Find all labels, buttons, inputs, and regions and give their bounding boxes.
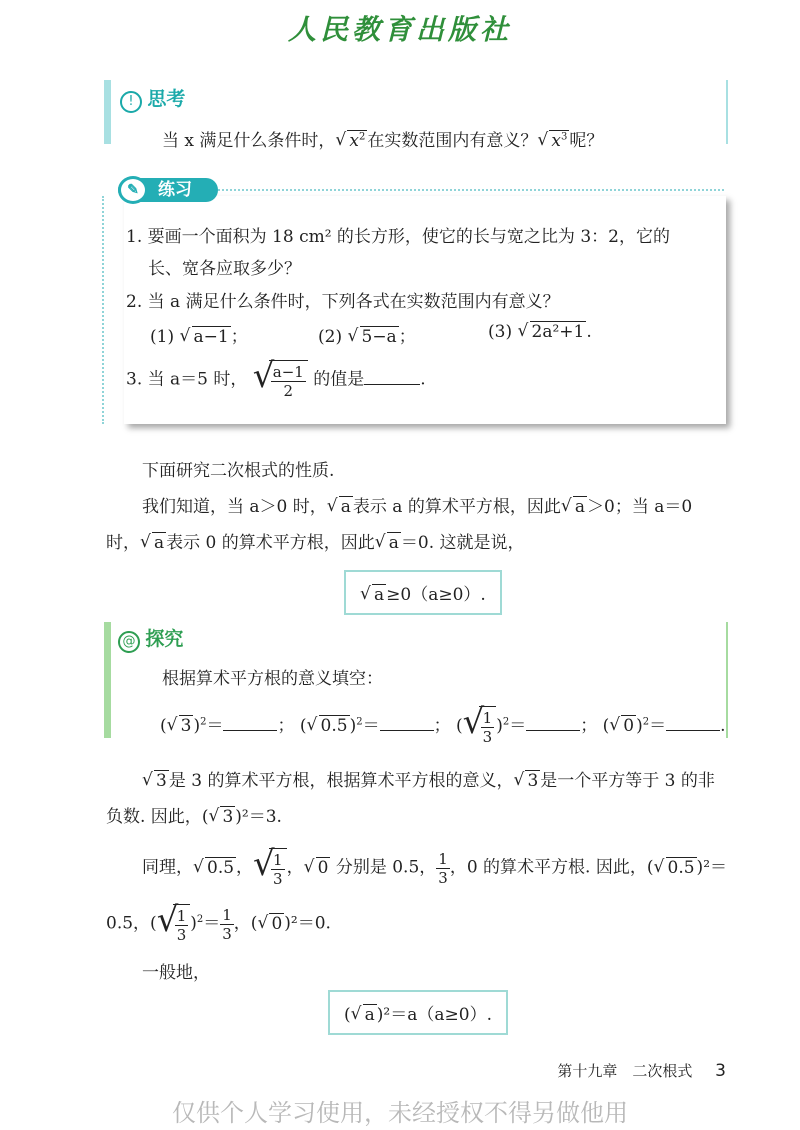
sqrt-x3: √ $x^3$ [537,131,569,151]
practice-q2-item-3: (3) √ 2a²+1 . [488,322,592,342]
practice-q1-line1: 1. 要画一个面积为 18 cm² 的长方形，使它的长与宽之比为 3：2，它的 [126,227,670,247]
explore-item-1: (√ 3 )$^2$＝ ； [160,716,294,736]
practice-left-border [102,196,104,424]
practice-q2: 2. 当 a 满足什么条件时，下列各式在实数范围内有意义？ [126,292,560,312]
explore-blank-2[interactable] [380,716,434,731]
think-text-suffix: 呢？ [569,131,604,151]
body2-line1: √ 3 是 3 的算术平方根，根据算术平方根的意义，√ 3 是一个平方等于 3 的非 [142,766,715,791]
think-question [162,126,603,151]
explore-title: 探究 [145,628,184,650]
explore-item-4: (√ 0 )$^2$＝ . [603,716,726,736]
explore-blank-4[interactable] [666,716,720,731]
body-paragraph-2-line1: 我们知道，当 a＞0 时，√ a 表示 a 的算术平方根，因此√ a ＞0；当 a＝0 [142,492,692,517]
watermark: 仅供个人学习使用，未经授权不得另做他用 [172,1099,628,1127]
explore-intro: 根据算术平方根的意义填空： [162,669,383,689]
pencil-icon: ✎ [118,176,148,204]
body2-line4: 0.5，( √ $\frac{1}{3}$ )$^2$＝ $\frac{1}{3}$ ，(√ 0 )²＝0. [106,904,331,944]
explore-header [118,624,183,653]
formula-box-1: √ a ≥0（a≥0）. [344,570,502,615]
practice-title: 练习 [118,178,218,202]
practice-top-border [214,189,724,191]
sqrt-x2: √ $x^2$ [335,131,367,151]
explore-blank-3[interactable] [526,716,580,731]
formula-box-2: (√ a )²＝a（a≥0）. [328,990,508,1035]
explore-bar [104,622,111,738]
publisher-logo: 人民教育出版社 [287,13,512,46]
think-bar [104,80,111,144]
explore-item-2: (√ 0.5 )$^2$＝ ； [300,716,451,736]
body2-line5: 一般地， [142,963,210,983]
body-paragraph-1: 下面研究二次根式的性质. [142,461,335,481]
chapter-title: 第十九章 二次根式 [557,1062,693,1080]
think-text-mid: 在实数范围内有意义？ [367,131,538,151]
explore-item-3: ( √ $\frac{1}{3}$ )$^2$＝ ； [456,702,598,746]
think-header [120,84,185,113]
page-footer [557,1060,726,1081]
practice-q2-item-1: (1) √ a−1 ； [150,322,248,347]
explore-blank-1[interactable] [223,716,277,731]
practice-q1-line2: 长、宽各应取多少？ [148,259,301,279]
think-text-prefix: 当 x 满足什么条件时， [162,131,336,151]
answer-blank[interactable] [364,370,420,385]
think-title: 思考 [147,88,186,110]
page-number: 3 [715,1061,726,1081]
explore-items [160,702,726,746]
sqrt-fraction: √ $\frac{a-1}{2}$ [253,360,308,400]
explore-bar-right [726,622,728,738]
body2-line3: 同理，√ 0.5 ， √ $\frac{1}{3}$ ，√ 0 分别是 0.5， $\frac{1}{3}$ ，0 的算术平方根. 因此，(√ 0.5 )²＝ [142,848,727,888]
body-paragraph-2-line2: 时，√ a 表示 0 的算术平方根，因此√ a ＝0. 这就是说， [106,528,525,553]
practice-q3: 3. 当 a＝5 时， √ $\frac{a-1}{2}$ 的值是 . [126,356,426,400]
body2-line2: 负数. 因此，(√ 3 )²＝3. [106,802,282,827]
magnifier-icon: @ [118,631,140,653]
practice-q2-item-2: (2) √ 5−a ； [318,322,416,347]
think-bar-right [726,80,728,144]
bulb-icon: ! [120,91,142,113]
